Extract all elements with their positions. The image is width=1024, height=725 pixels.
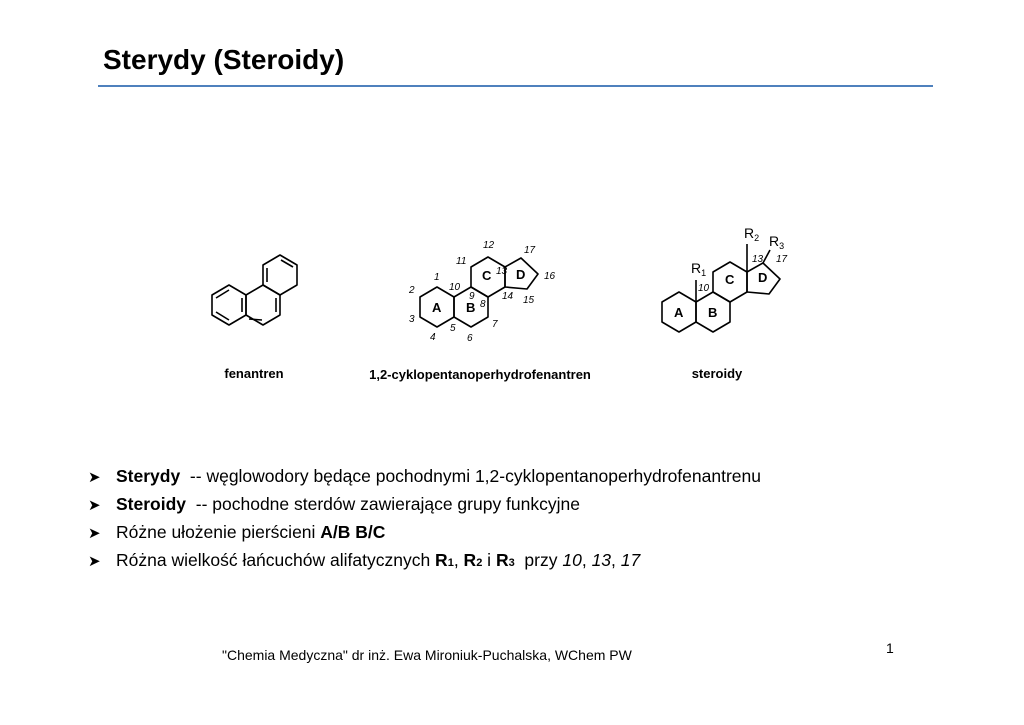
separator: i bbox=[482, 550, 496, 570]
bullet-text: -- węglowodory będące pochodnymi 1,2-cyklopentanoperhydrofenantrenu bbox=[180, 466, 761, 486]
steroid-ring-label-c: C bbox=[725, 272, 735, 287]
r1-term: R bbox=[435, 550, 448, 570]
substituent-r1: $R_1$ bbox=[691, 260, 707, 278]
atom-number-4: 4 bbox=[430, 332, 436, 343]
arrow-bullet-icon: ➤ bbox=[88, 497, 101, 514]
page-number: 1 bbox=[886, 640, 894, 656]
position-ref: 10 bbox=[562, 550, 582, 570]
atom-number-13: 13 bbox=[496, 266, 508, 277]
substituent-r3: $R_3$ bbox=[769, 233, 785, 251]
atom-number-3: 3 bbox=[409, 314, 415, 325]
atom-number-6: 6 bbox=[467, 333, 473, 344]
atom-number-12: 12 bbox=[483, 240, 495, 251]
footer-credit: "Chemia Medyczna" dr inż. Ewa Mironiuk-Puchalska, WChem PW bbox=[222, 647, 632, 663]
bullet-text: Różna wielkość łańcuchów alifatycznych bbox=[116, 550, 436, 570]
bullet-text-tail: przy bbox=[514, 550, 563, 570]
position-ref: 13 bbox=[591, 550, 612, 570]
phenanthrene-structure bbox=[212, 255, 297, 325]
atom-number-7: 7 bbox=[492, 319, 498, 330]
caption-steroids: steroidy bbox=[691, 366, 743, 381]
atom-number-8: 8 bbox=[480, 299, 486, 310]
bullet-item bbox=[88, 463, 761, 491]
arrow-bullet-icon: ➤ bbox=[88, 469, 101, 486]
steroid-ring-label-d: D bbox=[758, 270, 768, 285]
position-10: 10 bbox=[698, 283, 710, 294]
bullet-term: Sterydy bbox=[116, 466, 181, 486]
separator: , bbox=[453, 550, 464, 570]
separator: , bbox=[611, 550, 621, 570]
slide-title: Sterydy (Steroidy) bbox=[103, 44, 345, 75]
atom-number-15: 15 bbox=[523, 295, 535, 306]
substituent-r2: $R_2$ bbox=[744, 225, 760, 243]
position-ref: 17 bbox=[620, 550, 641, 570]
separator: , bbox=[581, 550, 592, 570]
bullet-term: A/B B/C bbox=[320, 522, 386, 542]
atom-number-9: 9 bbox=[469, 291, 475, 302]
arrow-bullet-icon: ➤ bbox=[88, 525, 101, 542]
ring-label-c: C bbox=[482, 268, 492, 283]
atom-number-11: 11 bbox=[456, 256, 467, 267]
ring-label-d: D bbox=[516, 267, 526, 282]
bullet-item bbox=[88, 519, 761, 547]
atom-number-16: 16 bbox=[544, 271, 556, 282]
steroid-ring-label-b: B bbox=[708, 305, 718, 320]
position-13: 13 bbox=[752, 254, 764, 265]
caption-phenanthrene: fenantren bbox=[224, 366, 284, 381]
arrow-bullet-icon: ➤ bbox=[88, 553, 101, 570]
position-17: 17 bbox=[776, 254, 788, 265]
atom-number-10: 10 bbox=[449, 282, 461, 293]
r2-term: R bbox=[463, 550, 477, 570]
atom-number-14: 14 bbox=[502, 291, 514, 302]
bullet-term: Steroidy bbox=[116, 494, 187, 514]
r3-term: R bbox=[495, 550, 509, 570]
bullet-item: ➤ Różna wielkość łańcuchów alifatycznych R 1 , R 2 i R 3 przy 10 , 13 , 17 bbox=[88, 547, 761, 575]
ring-label-b: B bbox=[466, 300, 476, 315]
bullet-text: -- pochodne sterdów zawierające grupy funkcyjne bbox=[186, 494, 580, 514]
atom-number-17: 17 bbox=[524, 245, 536, 256]
atom-number-2: 2 bbox=[409, 285, 415, 296]
caption-cyclopenta: 1,2-cyklopentanoperhydrofenantren bbox=[369, 367, 591, 382]
atom-number-5: 5 bbox=[450, 323, 456, 334]
bullet-item bbox=[88, 491, 761, 519]
steroid-ring-label-a: A bbox=[674, 305, 684, 320]
bullet-text: Różne ułożenie pierścieni bbox=[116, 522, 321, 542]
atom-number-1: 1 bbox=[434, 272, 440, 283]
bullet-list bbox=[88, 463, 761, 575]
ring-label-a: A bbox=[432, 300, 442, 315]
